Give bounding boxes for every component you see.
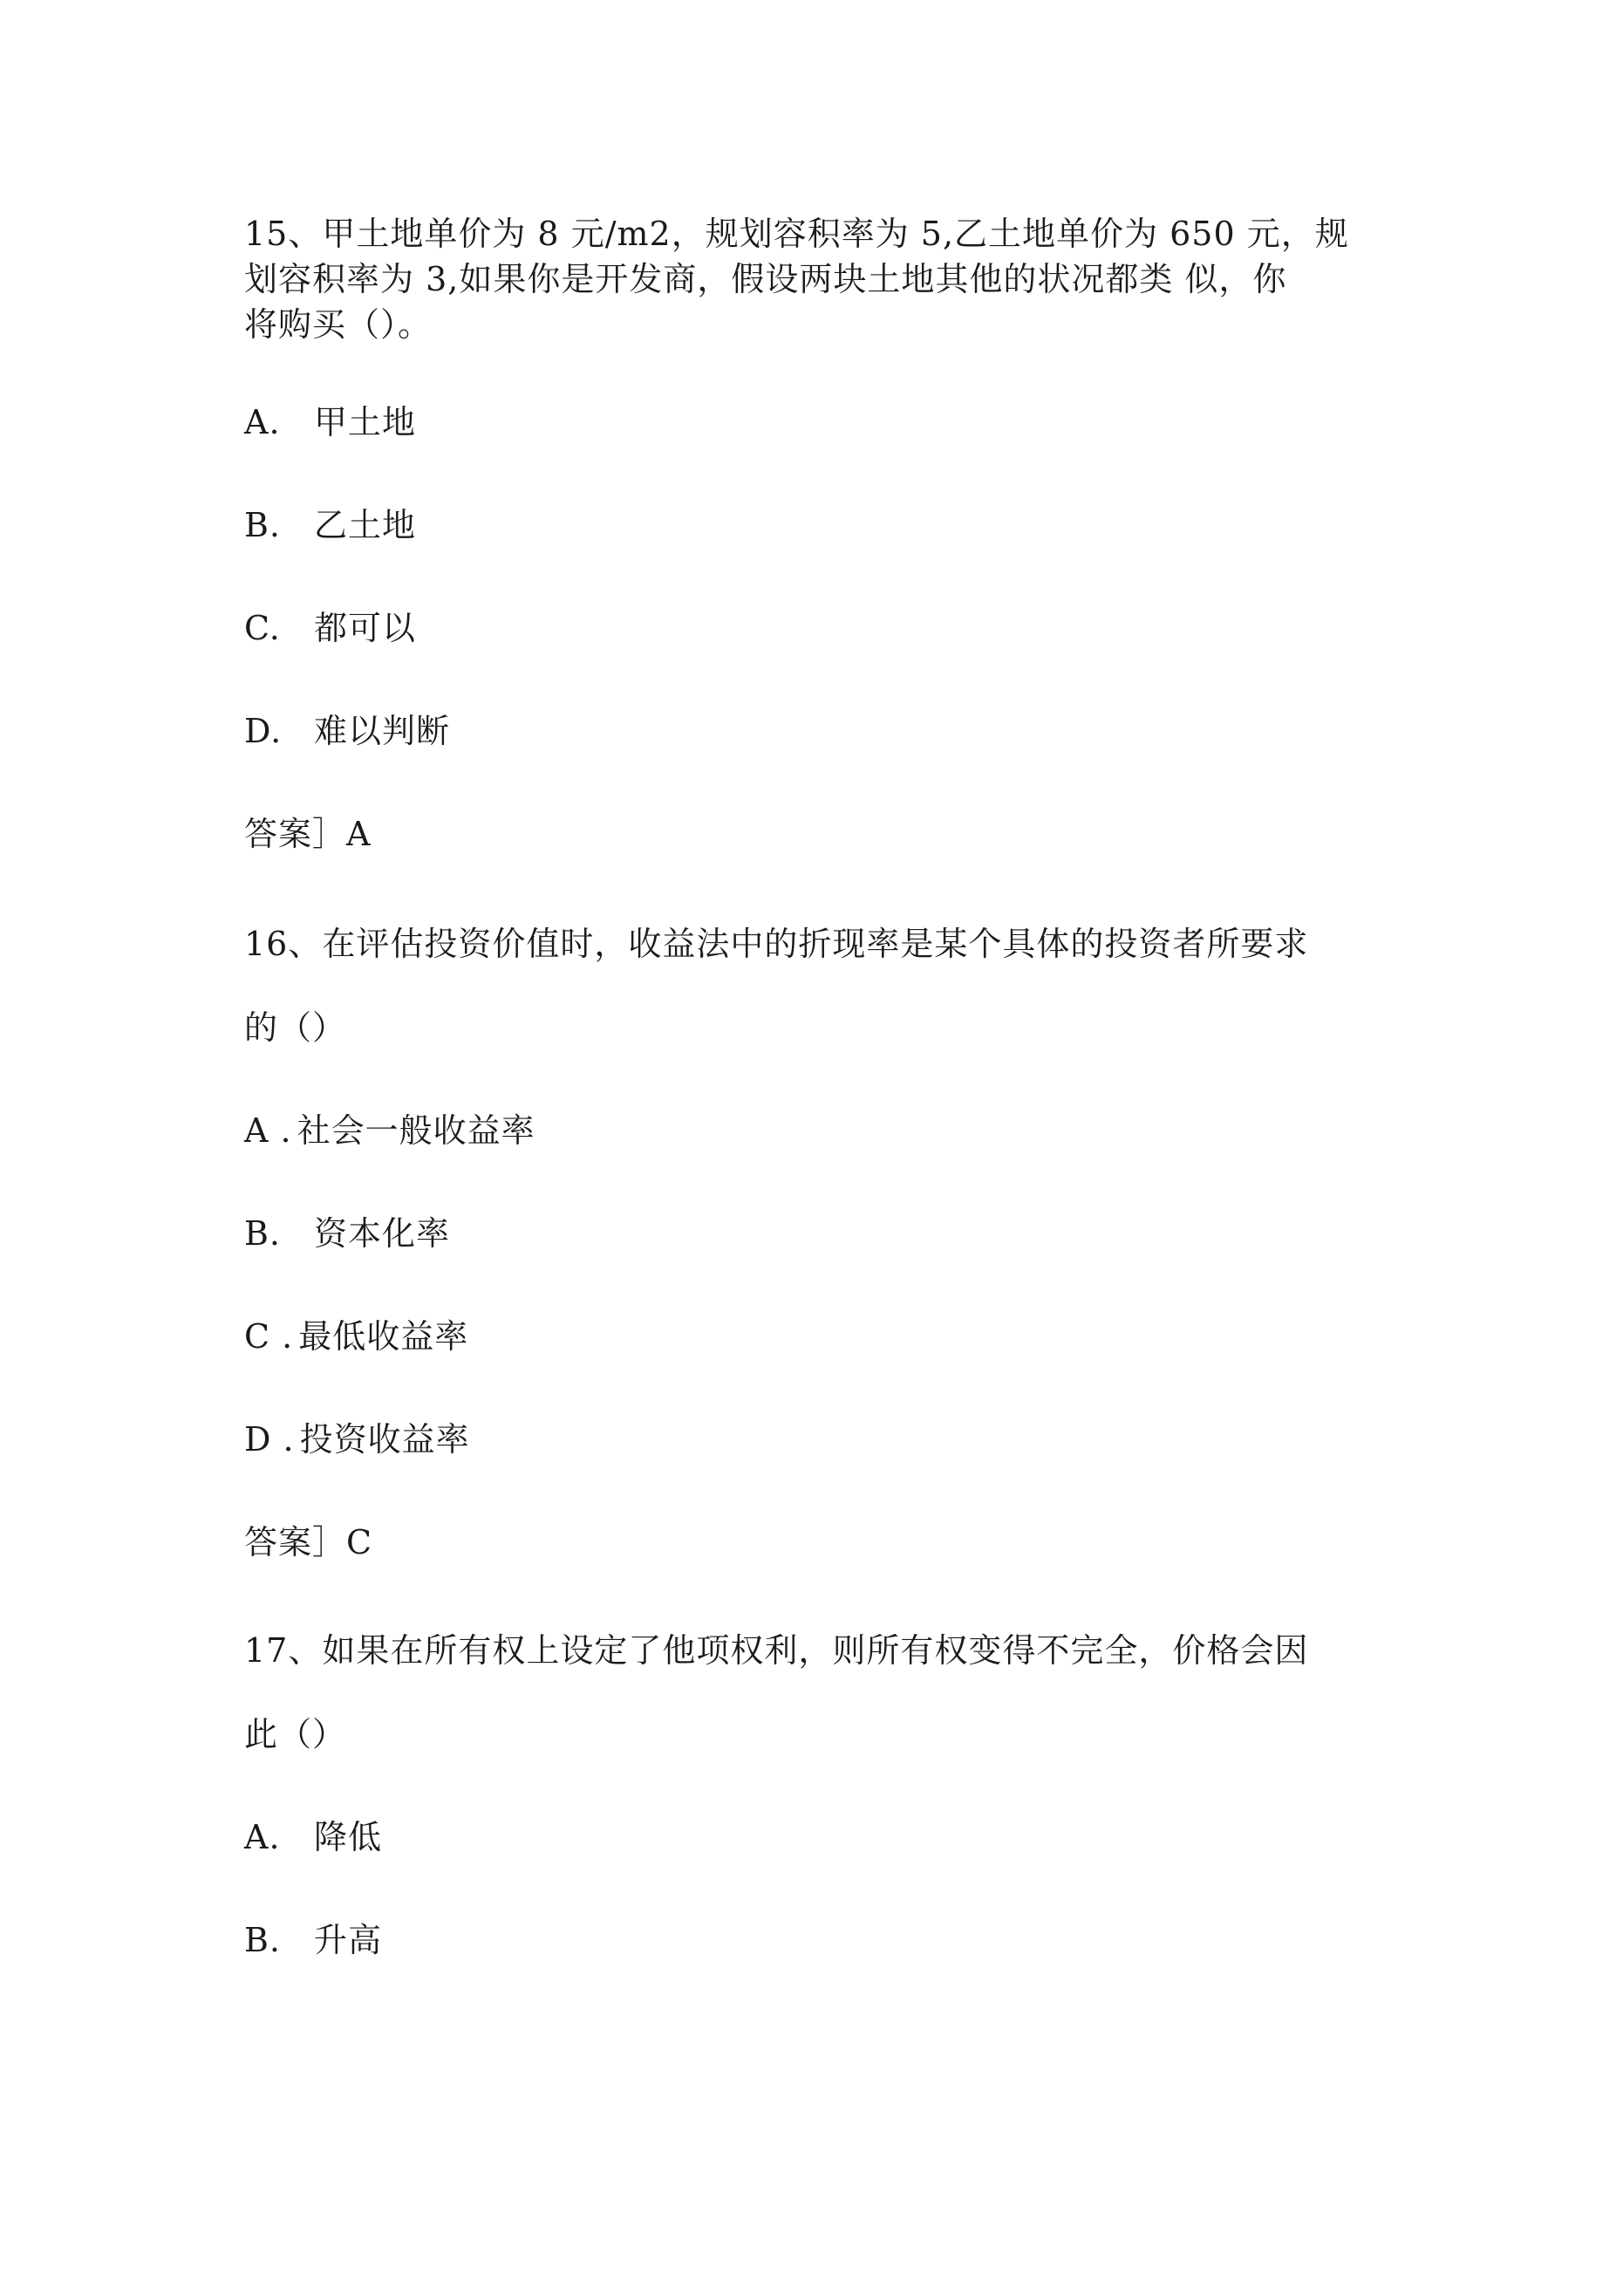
option-text: 乙土地 <box>314 506 417 544</box>
option-letter: A . <box>244 1111 292 1150</box>
option-text: 投资收益率 <box>299 1420 470 1459</box>
question-15-option-c <box>244 605 416 651</box>
question-17-option-b <box>244 1917 382 1963</box>
question-17-option-a <box>244 1814 382 1860</box>
question-15-stem-line-1: 15、甲土地单价为 8 元/m2，规划容积率为 5,乙土地单价为 650 元，规 <box>244 215 1349 253</box>
option-letter: C. <box>244 609 281 647</box>
option-letter: C . <box>244 1317 294 1356</box>
option-text: 都可以 <box>314 609 417 647</box>
question-16-option-a <box>244 1108 535 1153</box>
option-letter: D . <box>244 1420 295 1459</box>
option-letter: A. <box>244 403 281 441</box>
question-17-stem-line-1: 17、如果在所有权上设定了他项权利，则所有权变得不完全，价格会因 <box>244 1631 1309 1670</box>
option-letter: B. <box>244 506 282 544</box>
option-letter: B. <box>244 1921 282 1959</box>
option-letter: A. <box>244 1818 281 1856</box>
question-17-stem-line-2: 此（） <box>244 1715 347 1753</box>
question-16-answer: 答案］C <box>244 1523 373 1561</box>
option-letter: B. <box>244 1214 282 1253</box>
option-text: 难以判断 <box>314 712 451 750</box>
option-text: 最低收益率 <box>298 1317 469 1356</box>
question-15-option-b <box>244 502 416 548</box>
question-15-stem-line-2: 划容积率为 3,如果你是开发商，假设两块土地其他的状况都类 似，你 <box>244 260 1287 298</box>
question-16-option-c <box>244 1314 468 1359</box>
question-15-stem-line-3: 将购买（）。 <box>244 305 433 344</box>
option-text: 社会一般收益率 <box>297 1111 535 1150</box>
option-text: 升高 <box>314 1921 383 1959</box>
question-15-option-d <box>244 708 450 754</box>
question-15-option-a <box>244 400 416 445</box>
question-16-stem-line-2: 的（） <box>244 1008 347 1047</box>
option-text: 降低 <box>314 1818 383 1856</box>
option-text: 甲土地 <box>314 403 417 441</box>
option-letter: D. <box>244 712 283 750</box>
question-16-option-b <box>244 1211 450 1256</box>
question-16-option-d <box>244 1417 470 1462</box>
option-text: 资本化率 <box>314 1214 451 1253</box>
question-15-answer: 答案］A <box>244 815 372 853</box>
question-16-stem-line-1: 16、在评估投资价值时，收益法中的折现率是某个具体的投资者所要求 <box>244 925 1309 963</box>
